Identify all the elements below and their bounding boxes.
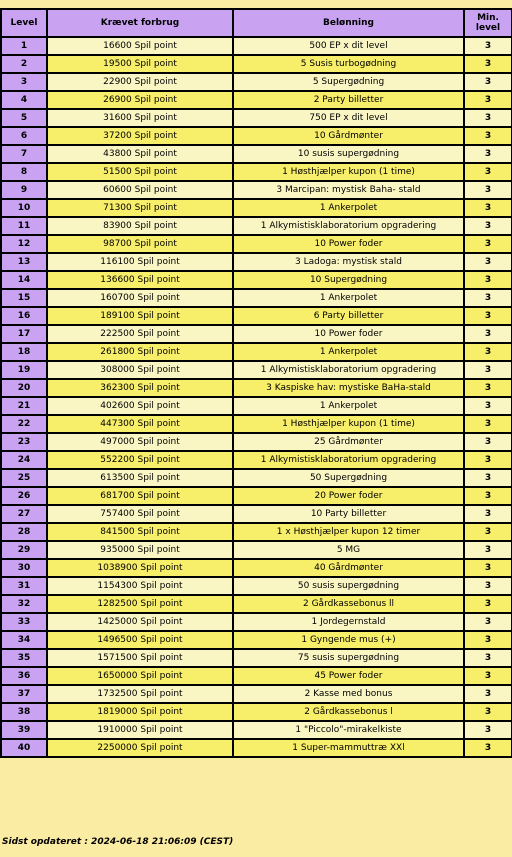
min-level-cell: 3 — [464, 469, 512, 487]
level-cell: 30 — [1, 559, 47, 577]
required-spend-cell: 1038900 Spil point — [47, 559, 233, 577]
min-level-cell: 3 — [464, 703, 512, 721]
level-cell: 27 — [1, 505, 47, 523]
table-row — [1, 559, 512, 577]
table-row — [1, 127, 512, 145]
min-level-cell: 3 — [464, 73, 512, 91]
level-cell: 36 — [1, 667, 47, 685]
table-row — [1, 181, 512, 199]
reward-cell: 10 susis supergødning — [233, 145, 464, 163]
min-level-cell: 3 — [464, 181, 512, 199]
level-cell: 34 — [1, 631, 47, 649]
level-cell: 3 — [1, 73, 47, 91]
reward-cell: 1 "Piccolo"-mirakelkiste — [233, 721, 464, 739]
min-level-cell: 3 — [464, 685, 512, 703]
reward-cell: 10 Gårdmønter — [233, 127, 464, 145]
reward-cell: 1 Ankerpolet — [233, 199, 464, 217]
reward-cell: 1 Ankerpolet — [233, 343, 464, 361]
required-spend-cell: 16600 Spil point — [47, 37, 233, 55]
min-level-cell: 3 — [464, 451, 512, 469]
min-level-cell: 3 — [464, 559, 512, 577]
required-spend-cell: 83900 Spil point — [47, 217, 233, 235]
reward-cell: 10 Power foder — [233, 235, 464, 253]
level-cell: 39 — [1, 721, 47, 739]
required-spend-cell: 136600 Spil point — [47, 271, 233, 289]
required-spend-cell: 1282500 Spil point — [47, 595, 233, 613]
level-cell: 14 — [1, 271, 47, 289]
min-level-cell: 3 — [464, 739, 512, 757]
table-row — [1, 721, 512, 739]
table-row — [1, 217, 512, 235]
required-spend-cell: 43800 Spil point — [47, 145, 233, 163]
reward-cell: 3 Kaspiske hav: mystiske BaHa-stald — [233, 379, 464, 397]
required-spend-cell: 613500 Spil point — [47, 469, 233, 487]
table-row — [1, 577, 512, 595]
min-level-cell: 3 — [464, 199, 512, 217]
level-cell: 26 — [1, 487, 47, 505]
required-spend-cell: 362300 Spil point — [47, 379, 233, 397]
level-cell: 20 — [1, 379, 47, 397]
min-level-cell: 3 — [464, 487, 512, 505]
reward-cell: 1 Ankerpolet — [233, 289, 464, 307]
required-spend-cell: 26900 Spil point — [47, 91, 233, 109]
required-spend-cell: 1496500 Spil point — [47, 631, 233, 649]
reward-cell: 5 Susis turbogødning — [233, 55, 464, 73]
min-level-cell: 3 — [464, 307, 512, 325]
level-cell: 24 — [1, 451, 47, 469]
reward-cell: 10 Power foder — [233, 325, 464, 343]
min-level-cell: 3 — [464, 379, 512, 397]
required-spend-cell: 60600 Spil point — [47, 181, 233, 199]
required-spend-cell: 98700 Spil point — [47, 235, 233, 253]
table-row — [1, 469, 512, 487]
table-row — [1, 271, 512, 289]
min-level-header-line2: level — [475, 23, 501, 33]
min-level-cell: 3 — [464, 613, 512, 631]
level-cell: 2 — [1, 55, 47, 73]
level-cell: 23 — [1, 433, 47, 451]
required-spend-cell: 757400 Spil point — [47, 505, 233, 523]
level-cell: 31 — [1, 577, 47, 595]
level-cell: 38 — [1, 703, 47, 721]
level-cell: 12 — [1, 235, 47, 253]
level-cell: 40 — [1, 739, 47, 757]
level-cell: 22 — [1, 415, 47, 433]
reward-cell: 20 Power foder — [233, 487, 464, 505]
table-row — [1, 91, 512, 109]
required-spend-cell: 552200 Spil point — [47, 451, 233, 469]
reward-cell: 1 Super-mammuttræ XXl — [233, 739, 464, 757]
required-spend-cell: 37200 Spil point — [47, 127, 233, 145]
required-spend-cell: 497000 Spil point — [47, 433, 233, 451]
table-row — [1, 523, 512, 541]
level-cell: 21 — [1, 397, 47, 415]
level-cell: 18 — [1, 343, 47, 361]
reward-cell: 2 Gårdkassebonus l — [233, 703, 464, 721]
level-cell: 32 — [1, 595, 47, 613]
table-row — [1, 505, 512, 523]
table-row — [1, 235, 512, 253]
required-spend-cell: 1425000 Spil point — [47, 613, 233, 631]
table-row — [1, 487, 512, 505]
min-level-cell: 3 — [464, 217, 512, 235]
reward-cell: 1 Gyngende mus (+) — [233, 631, 464, 649]
reward-cell: 1 Jordegernstald — [233, 613, 464, 631]
reward-cell: 2 Gårdkassebonus ll — [233, 595, 464, 613]
reward-cell: 1 Alkymistisklaboratorium opgradering — [233, 217, 464, 235]
table-row — [1, 649, 512, 667]
table-row — [1, 595, 512, 613]
column-header-level: Level — [1, 9, 47, 37]
level-cell: 25 — [1, 469, 47, 487]
min-level-cell: 3 — [464, 145, 512, 163]
min-level-cell: 3 — [464, 37, 512, 55]
min-level-cell: 3 — [464, 433, 512, 451]
required-spend-cell: 261800 Spil point — [47, 343, 233, 361]
reward-cell: 50 susis supergødning — [233, 577, 464, 595]
table-row — [1, 145, 512, 163]
reward-level-table — [0, 8, 512, 758]
required-spend-cell: 681700 Spil point — [47, 487, 233, 505]
level-cell: 7 — [1, 145, 47, 163]
required-spend-cell: 22900 Spil point — [47, 73, 233, 91]
required-spend-cell: 189100 Spil point — [47, 307, 233, 325]
reward-cell: 40 Gårdmønter — [233, 559, 464, 577]
required-spend-cell: 116100 Spil point — [47, 253, 233, 271]
required-spend-cell: 1732500 Spil point — [47, 685, 233, 703]
required-spend-cell: 935000 Spil point — [47, 541, 233, 559]
reward-cell: 1 Høsthjælper kupon (1 time) — [233, 163, 464, 181]
reward-cell: 5 MG — [233, 541, 464, 559]
reward-cell: 5 Supergødning — [233, 73, 464, 91]
level-cell: 6 — [1, 127, 47, 145]
reward-cell: 1 x Høsthjælper kupon 12 timer — [233, 523, 464, 541]
column-header-min-level — [464, 9, 512, 37]
min-level-cell: 3 — [464, 55, 512, 73]
table-row — [1, 253, 512, 271]
reward-cell: 50 Supergødning — [233, 469, 464, 487]
reward-cell: 750 EP x dit level — [233, 109, 464, 127]
level-cell: 15 — [1, 289, 47, 307]
reward-cell: 3 Marcipan: mystisk Baha- stald — [233, 181, 464, 199]
required-spend-cell: 19500 Spil point — [47, 55, 233, 73]
reward-cell: 500 EP x dit level — [233, 37, 464, 55]
level-cell: 28 — [1, 523, 47, 541]
table-row — [1, 451, 512, 469]
required-spend-cell: 1571500 Spil point — [47, 649, 233, 667]
level-cell: 8 — [1, 163, 47, 181]
min-level-cell: 3 — [464, 91, 512, 109]
reward-cell: 1 Alkymistisklaboratorium opgradering — [233, 361, 464, 379]
required-spend-cell: 2250000 Spil point — [47, 739, 233, 757]
reward-cell: 1 Høsthjælper kupon (1 time) — [233, 415, 464, 433]
min-level-cell: 3 — [464, 163, 512, 181]
table-row — [1, 541, 512, 559]
table-body — [1, 37, 512, 757]
level-cell: 5 — [1, 109, 47, 127]
table-row — [1, 325, 512, 343]
min-level-cell: 3 — [464, 235, 512, 253]
required-spend-cell: 1819000 Spil point — [47, 703, 233, 721]
table-row — [1, 397, 512, 415]
min-level-cell: 3 — [464, 415, 512, 433]
level-cell: 10 — [1, 199, 47, 217]
required-spend-cell: 841500 Spil point — [47, 523, 233, 541]
min-level-header-line1: Min. — [477, 13, 499, 23]
required-spend-cell: 222500 Spil point — [47, 325, 233, 343]
level-cell: 29 — [1, 541, 47, 559]
required-spend-cell: 308000 Spil point — [47, 361, 233, 379]
min-level-cell: 3 — [464, 541, 512, 559]
column-header-required-spend: Krævet forbrug — [47, 9, 233, 37]
min-level-cell: 3 — [464, 361, 512, 379]
level-cell: 1 — [1, 37, 47, 55]
required-spend-cell: 447300 Spil point — [47, 415, 233, 433]
required-spend-cell: 71300 Spil point — [47, 199, 233, 217]
reward-cell: 10 Party billetter — [233, 505, 464, 523]
min-level-cell: 3 — [464, 631, 512, 649]
table-row — [1, 109, 512, 127]
min-level-cell: 3 — [464, 325, 512, 343]
reward-cell: 3 Ladoga: mystisk stald — [233, 253, 464, 271]
level-cell: 37 — [1, 685, 47, 703]
level-cell: 4 — [1, 91, 47, 109]
reward-cell: 1 Ankerpolet — [233, 397, 464, 415]
level-cell: 13 — [1, 253, 47, 271]
required-spend-cell: 51500 Spil point — [47, 163, 233, 181]
table-row — [1, 739, 512, 757]
min-level-cell: 3 — [464, 253, 512, 271]
required-spend-cell: 1154300 Spil point — [47, 577, 233, 595]
required-spend-cell: 160700 Spil point — [47, 289, 233, 307]
reward-cell: 6 Party billetter — [233, 307, 464, 325]
min-level-cell: 3 — [464, 649, 512, 667]
min-level-cell: 3 — [464, 397, 512, 415]
table-row — [1, 55, 512, 73]
level-cell: 35 — [1, 649, 47, 667]
table-row — [1, 73, 512, 91]
min-level-cell: 3 — [464, 721, 512, 739]
table-row — [1, 667, 512, 685]
reward-cell: 25 Gårdmønter — [233, 433, 464, 451]
min-level-cell: 3 — [464, 271, 512, 289]
min-level-cell: 3 — [464, 109, 512, 127]
table-row — [1, 37, 512, 55]
level-cell: 9 — [1, 181, 47, 199]
table-row — [1, 631, 512, 649]
min-level-cell: 3 — [464, 523, 512, 541]
table-row — [1, 379, 512, 397]
level-cell: 17 — [1, 325, 47, 343]
min-level-cell: 3 — [464, 667, 512, 685]
reward-cell: 45 Power foder — [233, 667, 464, 685]
level-cell: 16 — [1, 307, 47, 325]
table-row — [1, 163, 512, 181]
min-level-cell: 3 — [464, 343, 512, 361]
table-row — [1, 343, 512, 361]
min-level-cell: 3 — [464, 127, 512, 145]
table-row — [1, 685, 512, 703]
reward-cell: 2 Kasse med bonus — [233, 685, 464, 703]
table-row — [1, 361, 512, 379]
min-level-cell: 3 — [464, 577, 512, 595]
min-level-cell: 3 — [464, 289, 512, 307]
min-level-cell: 3 — [464, 505, 512, 523]
reward-cell: 75 susis supergødning — [233, 649, 464, 667]
table-header-row — [1, 9, 512, 37]
reward-cell: 1 Alkymistisklaboratorium opgradering — [233, 451, 464, 469]
level-cell: 19 — [1, 361, 47, 379]
last-updated-text: Sidst opdateret : 2024-06-18 21:06:09 (CEST) — [2, 837, 234, 847]
level-cell: 33 — [1, 613, 47, 631]
required-spend-cell: 31600 Spil point — [47, 109, 233, 127]
table-row — [1, 199, 512, 217]
reward-cell: 2 Party billetter — [233, 91, 464, 109]
min-level-cell: 3 — [464, 595, 512, 613]
required-spend-cell: 402600 Spil point — [47, 397, 233, 415]
column-header-reward: Belønning — [233, 9, 464, 37]
required-spend-cell: 1650000 Spil point — [47, 667, 233, 685]
table-row — [1, 415, 512, 433]
required-spend-cell: 1910000 Spil point — [47, 721, 233, 739]
table-row — [1, 433, 512, 451]
table-row — [1, 289, 512, 307]
level-cell: 11 — [1, 217, 47, 235]
reward-cell: 10 Supergødning — [233, 271, 464, 289]
table-row — [1, 613, 512, 631]
table-row — [1, 307, 512, 325]
table-row — [1, 703, 512, 721]
